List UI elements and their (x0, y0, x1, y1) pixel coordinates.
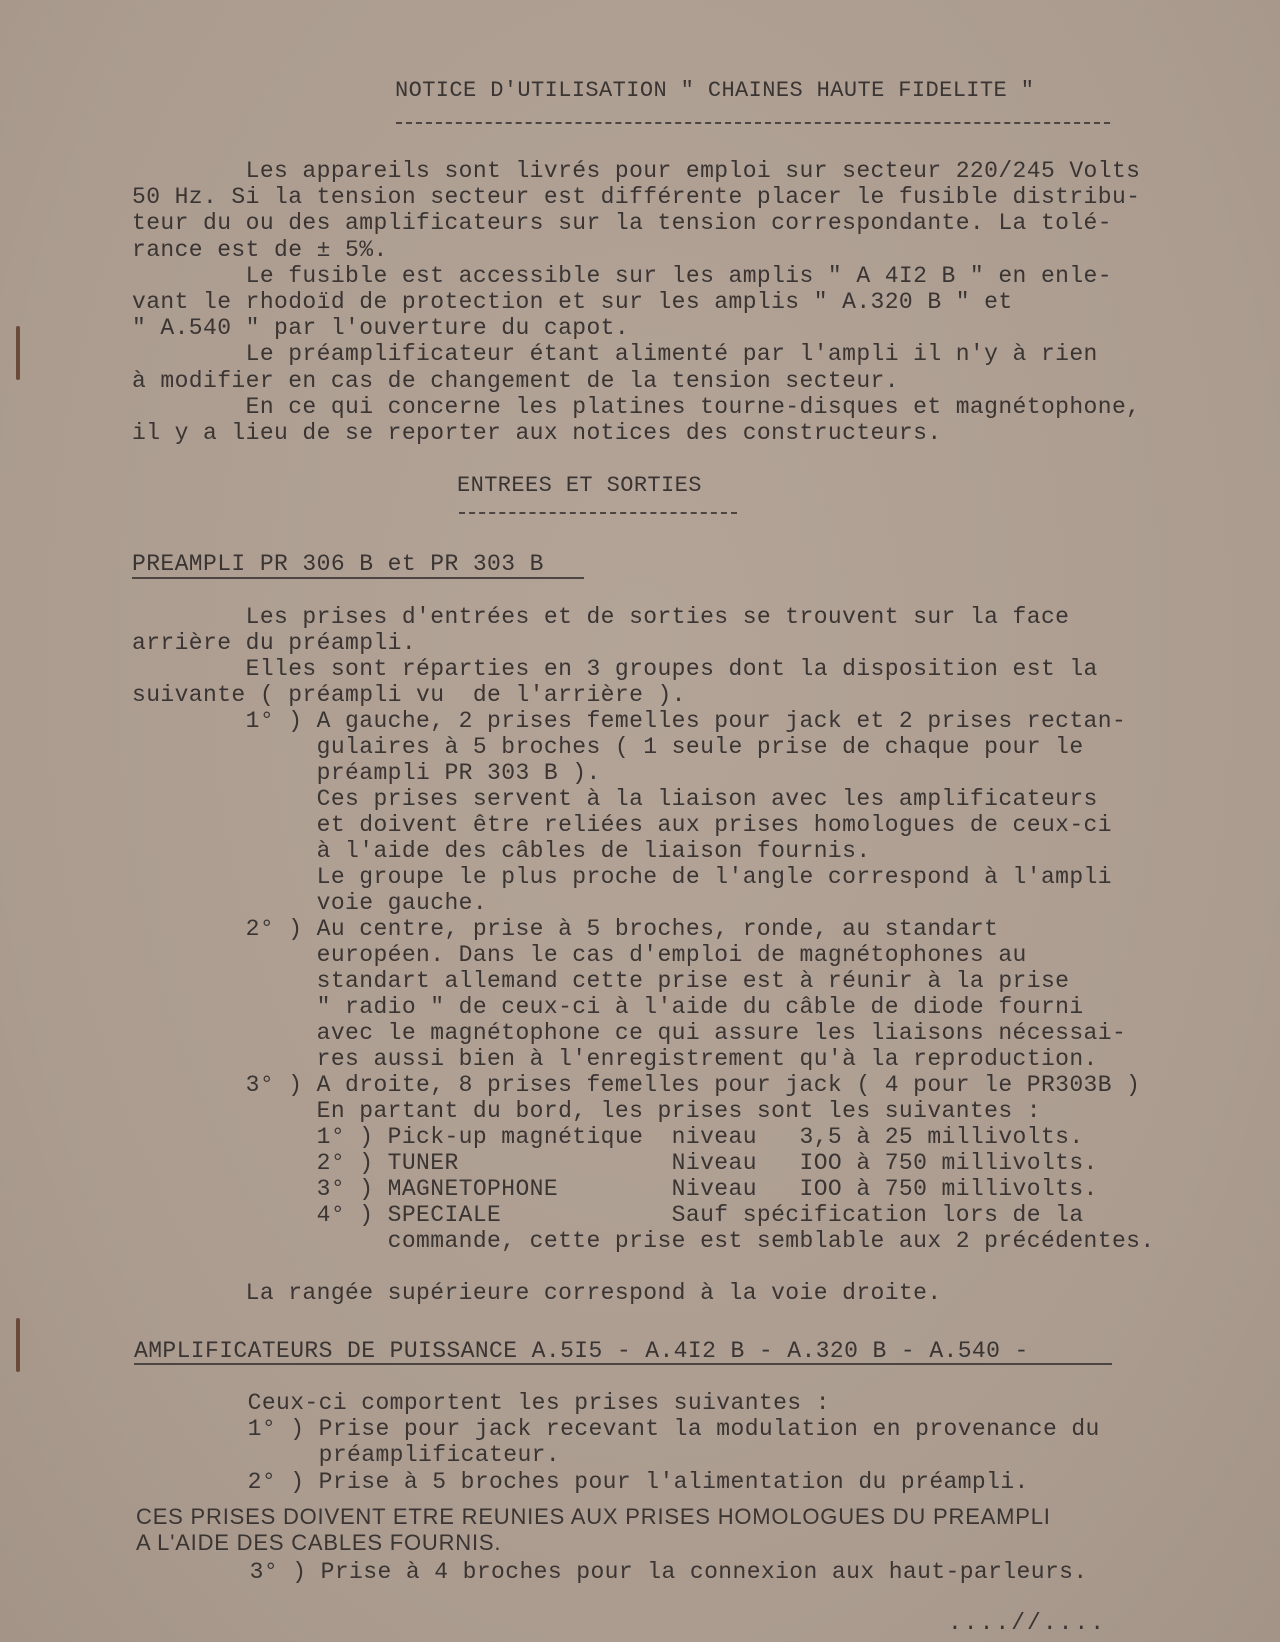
text-line: européen. Dans le cas d'emploi de magnétophones au (132, 942, 1027, 968)
title-rule-text (395, 106, 923, 132)
text-line: 3° ) A droite, 8 prises femelles pour jack ( 4 pour le PR303B ) (132, 1072, 1141, 1098)
page-continuation: ....//.... (948, 1610, 1107, 1636)
text-line: En ce qui concerne les platines tourne-disques et magnétophone, (132, 393, 1141, 420)
text-line: à l'aide des câbles de liaison fournis. (132, 838, 871, 864)
text-line: Les appareils sont livrés pour emploi sur secteur 220/245 Volts (132, 158, 1141, 184)
text-line: Ces prises servent à la liaison avec les amplificateurs (132, 786, 1098, 812)
text-line: vant le rhodoïd de protection et sur les amplis " A.320 B " et (132, 289, 1013, 315)
text-line: commande, cette prise est semblable aux 2 précédentes. (132, 1228, 1155, 1254)
text-line: et doivent être reliées aux prises homologues de ceux-ci (132, 812, 1112, 838)
section-heading-rule (459, 512, 737, 514)
text-line: 1° ) A gauche, 2 prises femelles pour jack et 2 prises rectan- (132, 708, 1127, 734)
preampli-heading: PREAMPLI PR 306 B et PR 303 B (132, 551, 544, 577)
text-line: 2° ) TUNER Niveau IOO à 750 millivolts. (132, 1150, 1098, 1176)
section-heading-entrees: ENTREES ET SORTIES (457, 473, 702, 498)
text-line: Le préamplificateur étant alimenté par l'ampli il n'y à rien (132, 341, 1098, 368)
text-line: " radio " de ceux-ci à l'aide du câble de diode fourni (132, 994, 1084, 1020)
preampli-heading-underline (132, 577, 584, 579)
text-line: 2° ) Prise à 5 broches pour l'alimentation du préampli. (134, 1468, 1029, 1495)
page-title: NOTICE D'UTILISATION " CHAINES HAUTE FIDELITE " (395, 78, 1035, 103)
text-line: arrière du préampli. (132, 630, 417, 656)
text-line: Le fusible est accessible sur les amplis " A 4I2 B " en enle- (132, 262, 1112, 289)
caps-line: CES PRISES DOIVENT ETRE REUNIES AUX PRISES HOMOLOGUES DU PREAMPLI (136, 1504, 1051, 1529)
staple-mark (16, 326, 20, 380)
amplis-heading: AMPLIFICATEURS DE PUISSANCE A.5I5 - A.4I2 B - A.320 B - A.540 - (134, 1338, 1029, 1364)
text-line: 2° ) Au centre, prise à 5 broches, ronde, au standart (132, 916, 999, 942)
text-line: teur du ou des amplificateurs sur la tension correspondante. La tolé- (132, 210, 1112, 237)
caps-line: A L'AIDE DES CABLES FOURNIS. (136, 1530, 502, 1555)
text-line: Elles sont réparties en 3 groupes dont la disposition est la (132, 656, 1098, 682)
text-line: à modifier en cas de changement de la tension secteur. (132, 367, 899, 394)
text-line: " A.540 " par l'ouverture du capot. (132, 315, 630, 342)
text-line: Ceux-ci comportent les prises suivantes : (134, 1390, 830, 1416)
text-line: suivante ( préampli vu de l'arrière ). (132, 682, 686, 708)
text-line: voie gauche. (132, 890, 488, 916)
text-line: Les prises d'entrées et de sorties se trouvent sur la face (132, 604, 1070, 630)
text-line: il y a lieu de se reporter aux notices des constructeurs. (132, 420, 942, 446)
text-line: Le groupe le plus proche de l'angle correspond à l'ampli (132, 864, 1112, 890)
title-rule (396, 122, 1110, 124)
amplis-heading-underline (134, 1363, 1112, 1365)
text-line: 1° ) Prise pour jack recevant la modulation en provenance du (134, 1416, 1100, 1443)
text-line: gulaires à 5 broches ( 1 seule prise de chaque pour le (132, 734, 1084, 760)
text-line: avec le magnétophone ce qui assure les liaisons nécessai- (132, 1020, 1127, 1046)
text-line: La rangée supérieure correspond à la voie droite. (132, 1280, 942, 1306)
text-line: En partant du bord, les prises sont les suivantes : (132, 1098, 1041, 1124)
text-line: 3° ) MAGNETOPHONE Niveau IOO à 750 millivolts. (132, 1176, 1098, 1202)
text-line: 4° ) SPECIALE Sauf spécification lors de la (132, 1202, 1084, 1228)
text-line: préampli PR 303 B ). (132, 760, 601, 786)
text-line: 50 Hz. Si la tension secteur est différente placer le fusible distribu- (132, 184, 1141, 211)
text-line: rance est de ± 5%. (132, 236, 388, 263)
text-line: 1° ) Pick-up magnétique niveau 3,5 à 25 millivolts. (132, 1124, 1084, 1150)
staple-mark (16, 1318, 20, 1372)
text-line: res aussi bien à l'enregistrement qu'à la reproduction. (132, 1046, 1098, 1072)
amplis-last-line: 3° ) Prise à 4 broches pour la connexion aux haut-parleurs. (136, 1559, 1088, 1585)
text-line: préamplificateur. (134, 1442, 561, 1469)
text-line: standart allemand cette prise est à réunir à la prise (132, 968, 1070, 994)
